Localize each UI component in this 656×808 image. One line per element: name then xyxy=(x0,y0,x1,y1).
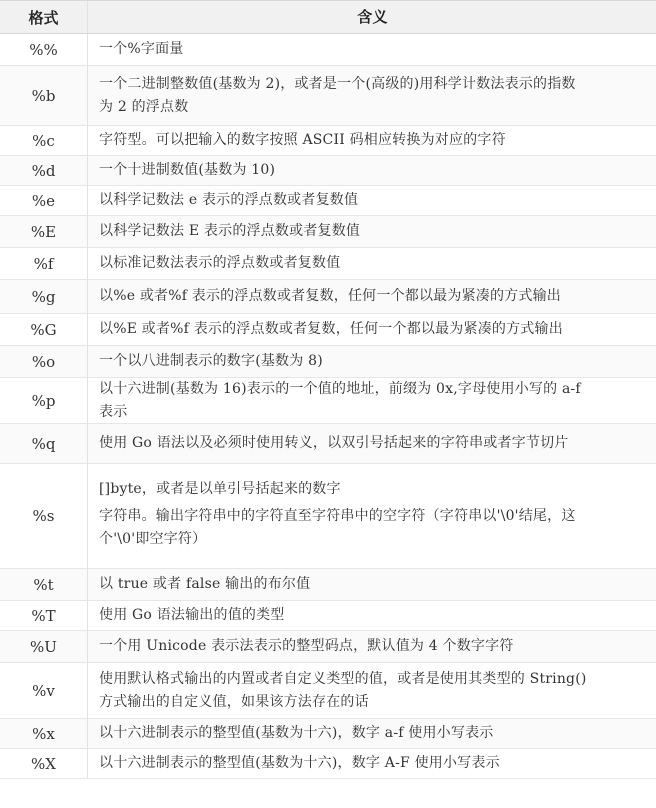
table-row xyxy=(0,749,656,779)
format-meaning xyxy=(88,186,656,215)
format-meaning xyxy=(88,314,656,345)
table-row xyxy=(0,601,656,631)
format-meaning xyxy=(88,346,656,377)
meaning-line: 一个以八进制表示的数字(基数为 8) xyxy=(99,353,323,369)
table-row xyxy=(0,156,656,186)
table-row xyxy=(0,346,656,378)
meaning-line: 一个%字面量 xyxy=(99,41,184,57)
format-meaning xyxy=(88,216,656,247)
format-specifier: %U xyxy=(0,631,88,662)
format-specifier: %b xyxy=(0,66,88,125)
format-specifier: %% xyxy=(0,34,88,65)
format-meaning xyxy=(88,378,656,423)
table-row xyxy=(0,126,656,156)
format-meaning xyxy=(88,126,656,155)
header-meaning: 含义 xyxy=(357,7,388,26)
format-specifier: %g xyxy=(0,280,88,313)
table-row xyxy=(0,424,656,464)
meaning-line: 使用 Go 语法输出的值的类型 xyxy=(99,607,285,623)
meaning-line: 以十六进制表示的整型值(基数为十六)，数字 a-f 使用小写表示 xyxy=(99,725,494,741)
meaning-line: 一个二进制整数值(基数为 2)，或者是一个(高级的)用科学计数法表示的指数 xyxy=(99,75,576,92)
table-header-row xyxy=(0,1,656,34)
meaning-line: 为 2 的浮点数 xyxy=(99,98,189,115)
format-specifier: %p xyxy=(0,378,88,423)
meaning-line: 方式输出的自定义值，如果该方法存在的话 xyxy=(99,693,369,710)
table-row xyxy=(0,464,656,569)
format-meaning xyxy=(88,631,656,662)
table-row xyxy=(0,34,656,66)
meaning-line: []byte，或者是以单引号括起来的数字 xyxy=(99,481,341,497)
format-meaning xyxy=(88,601,656,630)
meaning-line: 字符型。可以把输入的数字按照 ASCII 码相应转换为对应的字符 xyxy=(99,132,506,148)
format-specifier: %o xyxy=(0,346,88,377)
meaning-line: 以十六进制表示的整型值(基数为十六)，数字 A-F 使用小写表示 xyxy=(99,755,500,771)
meaning-line: 个'\0'即空字符） xyxy=(99,531,207,547)
format-specifier: %c xyxy=(0,126,88,155)
meaning-line: 以科学记数法 e 表示的浮点数或者复数值 xyxy=(99,192,359,208)
format-specifier: %G xyxy=(0,314,88,345)
format-specifier: %s xyxy=(0,464,88,568)
table-row xyxy=(0,378,656,424)
table-row xyxy=(0,280,656,314)
format-specifier: %T xyxy=(0,601,88,630)
table-row xyxy=(0,248,656,280)
format-meaning xyxy=(88,156,656,185)
format-specifier: %x xyxy=(0,719,88,748)
meaning-line: 使用 Go 语法以及必须时使用转义，以双引号括起来的字符串或者字节切片 xyxy=(99,435,569,451)
format-meaning xyxy=(88,464,656,568)
meaning-line: 字符串。输出字符串中的字符直至字符串中的空字符（字符串以'\0'结尾，这 xyxy=(99,508,576,524)
table-row xyxy=(0,569,656,601)
meaning-line: 以%e 或者%f 表示的浮点数或者复数，任何一个都以最为紧凑的方式输出 xyxy=(99,288,561,304)
format-specifier: %f xyxy=(0,248,88,279)
table-body xyxy=(0,34,656,779)
format-specifier: %X xyxy=(0,749,88,778)
table-row xyxy=(0,663,656,719)
format-meaning xyxy=(88,424,656,463)
format-specifier: %v xyxy=(0,663,88,718)
format-meaning xyxy=(88,34,656,65)
format-meaning xyxy=(88,663,656,718)
table-row xyxy=(0,216,656,248)
table-row xyxy=(0,719,656,749)
meaning-line: 以%E 或者%f 表示的浮点数或者复数，任何一个都以最为紧凑的方式输出 xyxy=(99,321,563,337)
meaning-line: 使用默认格式输出的内置或者自定义类型的值，或者是使用其类型的 String() xyxy=(99,670,587,687)
format-meaning xyxy=(88,248,656,279)
meaning-line: 以 true 或者 false 输出的布尔值 xyxy=(99,576,311,592)
format-specifier: %q xyxy=(0,424,88,463)
format-meaning xyxy=(88,719,656,748)
table-row xyxy=(0,186,656,216)
meaning-line: 以十六进制(基数为 16)表示的一个值的地址，前缀为 0x,字母使用小写的 a-f xyxy=(99,380,581,397)
header-format: 格式 xyxy=(0,1,88,33)
meaning-line: 一个用 Unicode 表示法表示的整型码点，默认值为 4 个数字字符 xyxy=(99,638,514,654)
table-row xyxy=(0,314,656,346)
format-specifier: %e xyxy=(0,186,88,215)
meaning-line: 以科学记数法 E 表示的浮点数或者复数值 xyxy=(99,223,361,239)
table-row xyxy=(0,66,656,126)
table-row xyxy=(0,631,656,663)
format-specifier: %E xyxy=(0,216,88,247)
format-meaning xyxy=(88,66,656,125)
meaning-line: 表示 xyxy=(99,403,128,420)
format-specifier: %t xyxy=(0,569,88,600)
format-specifier: %d xyxy=(0,156,88,185)
format-meaning xyxy=(88,280,656,313)
meaning-line: 一个十进制数值(基数为 10) xyxy=(99,162,276,178)
format-meaning xyxy=(88,749,656,778)
meaning-line: 以标准记数法表示的浮点数或者复数值 xyxy=(99,255,341,271)
format-meaning xyxy=(88,569,656,600)
